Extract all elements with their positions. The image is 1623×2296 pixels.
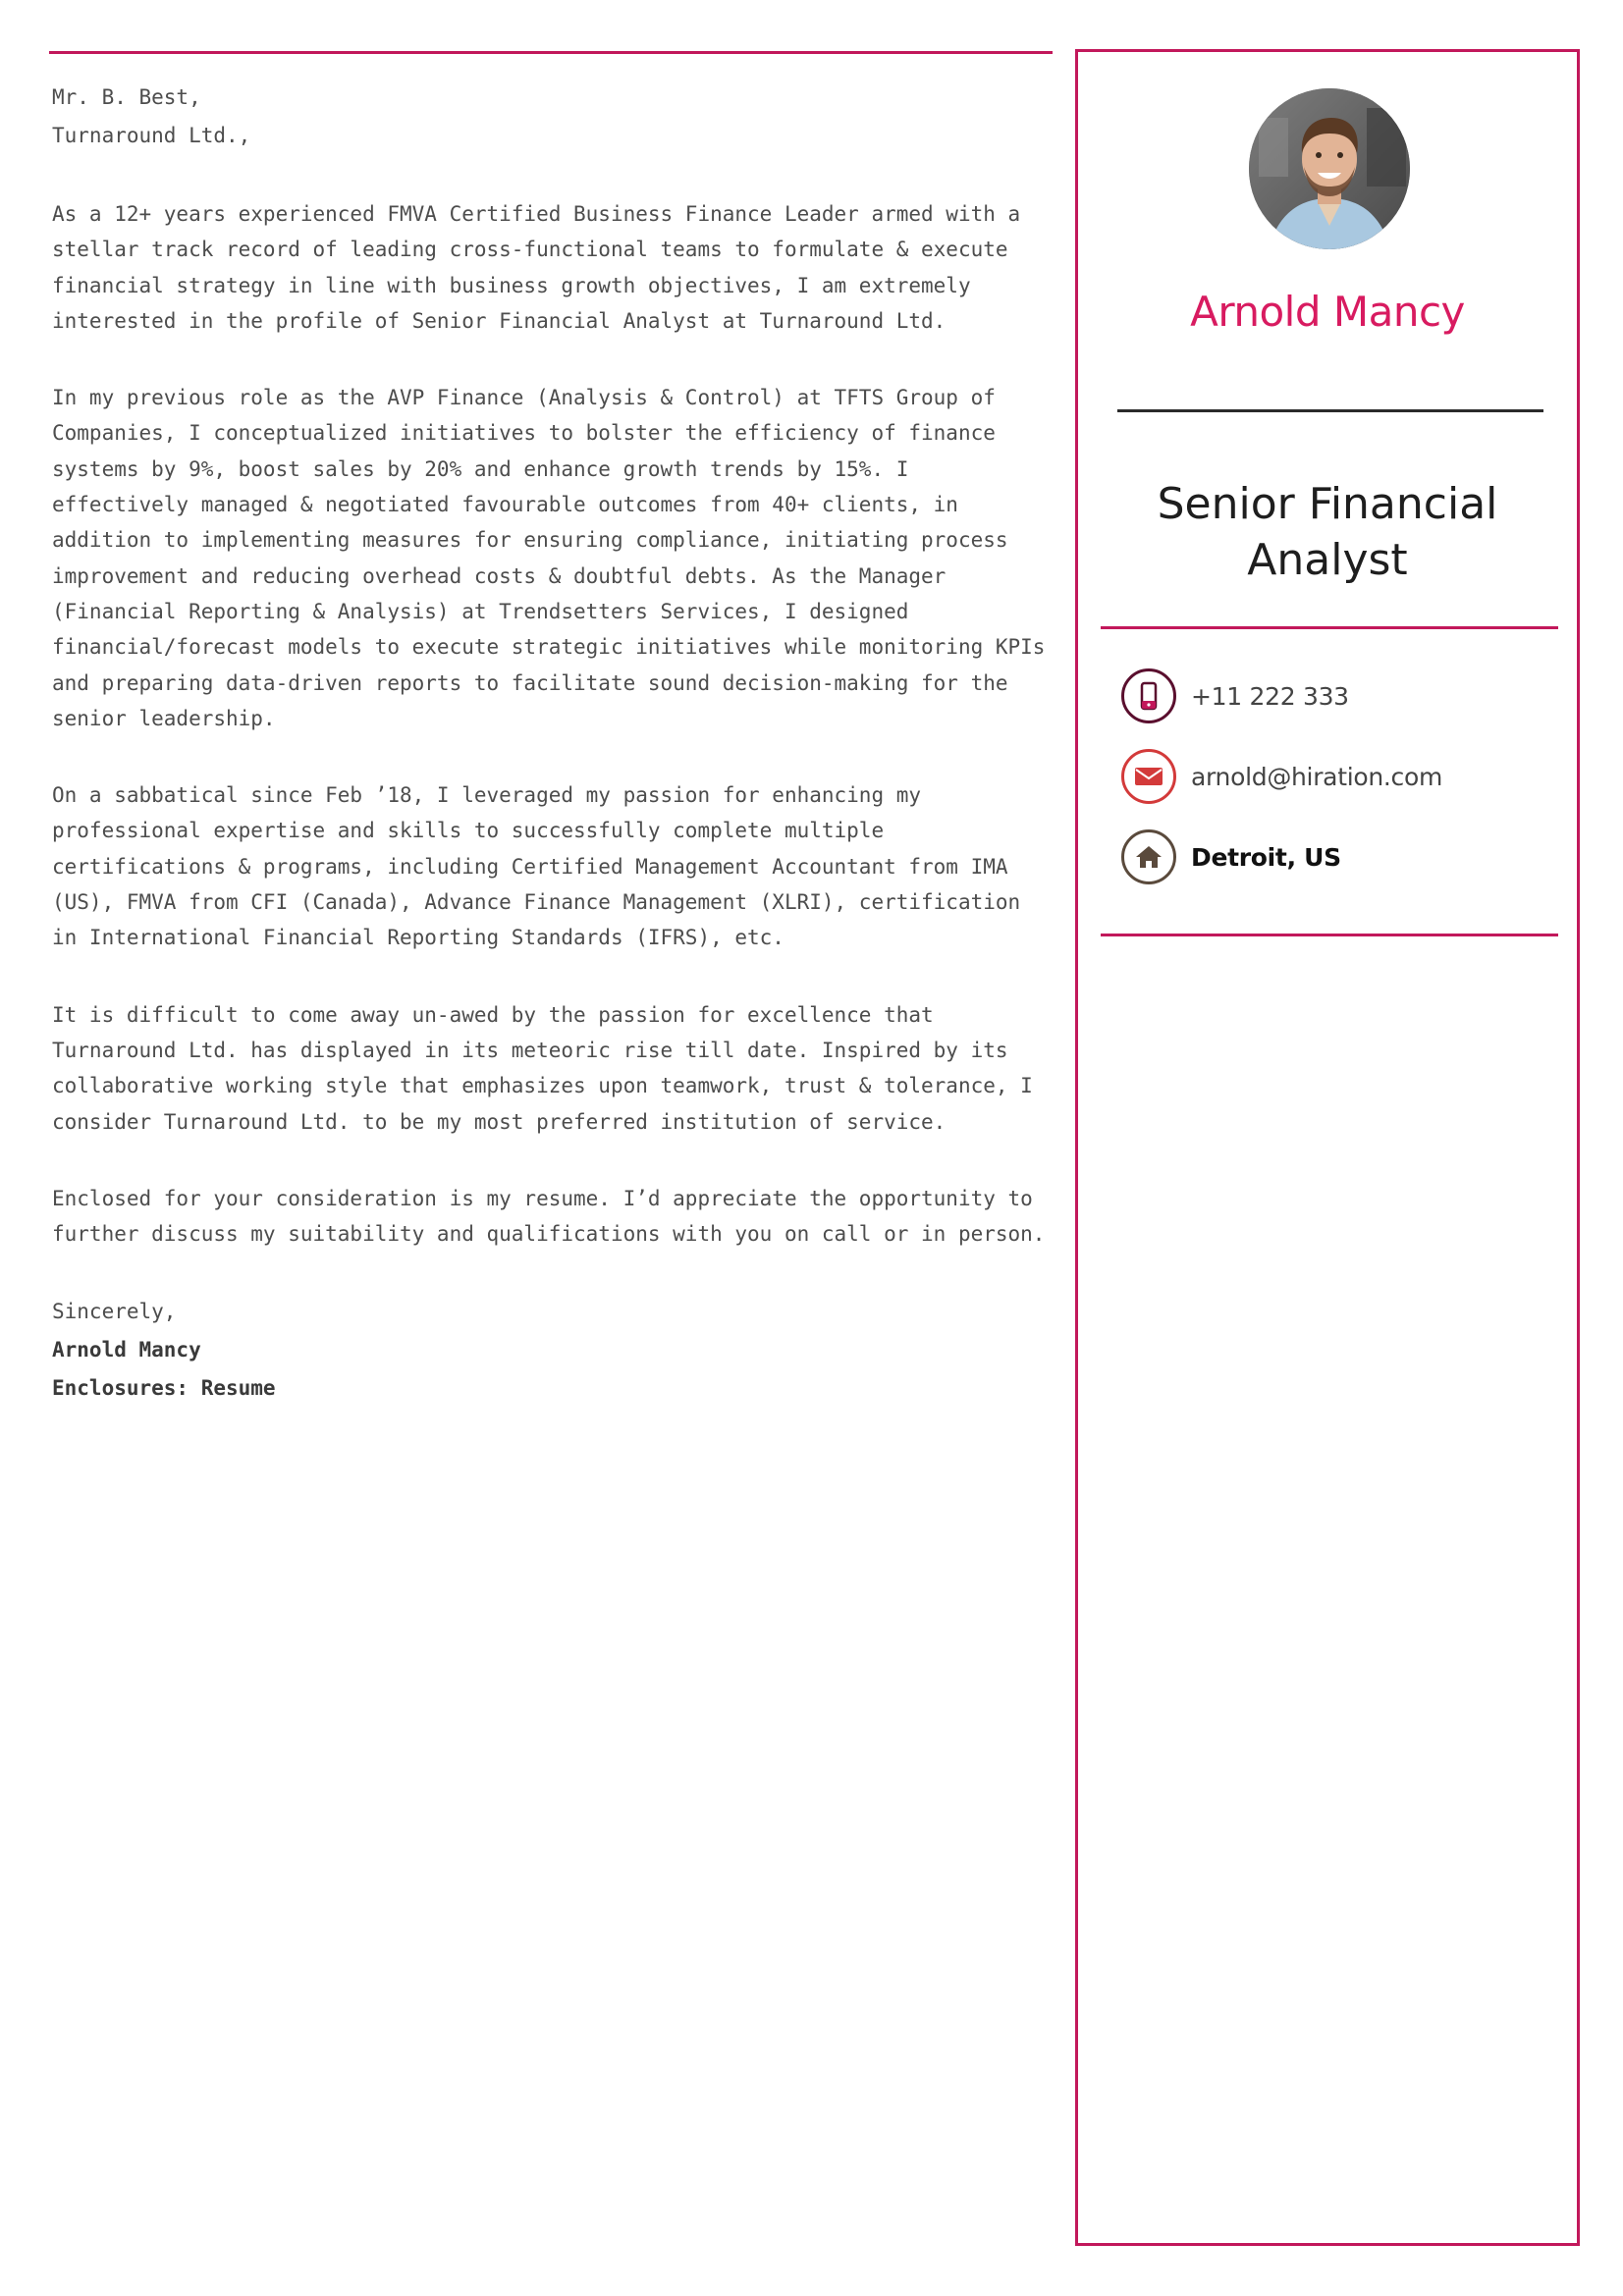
top-divider: [49, 51, 1053, 54]
name-divider: [1117, 409, 1543, 412]
letter-paragraph-closing: Enclosed for your consideration is my resume. I’d appreciate the opportunity to further discuss my suitability and qualifications with you on call or in person.: [52, 1186, 1046, 1247]
job-title-text: Senior Financial Analyst: [1157, 479, 1498, 585]
contact-divider-top: [1101, 626, 1558, 629]
profile-sidebar: [1075, 49, 1580, 2246]
contact-divider-bottom: [1101, 934, 1558, 936]
recipient-company: Turnaround Ltd.,: [52, 124, 251, 147]
avatar-portrait-icon: [1249, 88, 1410, 249]
enclosures-line: Enclosures: Resume: [52, 1376, 276, 1401]
avatar: [1249, 88, 1410, 249]
recipient-name: Mr. B. Best,: [52, 85, 201, 109]
closing-salutation: Sincerely,: [52, 1300, 177, 1324]
location-text: Detroit, US: [1191, 842, 1341, 872]
letter-paragraph-experience: In my previous role as the AVP Finance (Analysis & Control) at TFTS Group of Companies, I conceptualized initiatives to bolster the efficiency of finance systems by 9%, boost sales by 20% and enhance growth trends by 15%. I effectively managed & negotiated favourable outcomes from 40+ clients, in addition to implementing measures for ensuring compliance, initiating process improvement and reducing overhead costs & doubtful debts. As the Manager (Financial Reporting & Analysis) at Trendsetters Services, I designed financial/forecast models to execute strategic initiatives while monitoring KPIs and preparing data-driven reports to facilitate sound decision-making for the senior leadership.: [52, 386, 1046, 730]
home-icon: [1121, 829, 1176, 884]
mobile-phone-icon: [1121, 668, 1176, 723]
signature-name: Arnold Mancy: [52, 1338, 201, 1362]
contact-phone: [1121, 668, 1349, 723]
contact-email: [1121, 749, 1442, 804]
profile-name: Arnold Mancy: [1190, 288, 1465, 336]
letter-paragraph-company: It is difficult to come away un-awed by the passion for excellence that Turnaround Ltd. has displayed in its meteoric rise till date. Inspired by its collaborative working style that emphasizes upon teamwork, trust & tolerance, I consider Turnaround Ltd. to be my most preferred institution of service.: [52, 1002, 1033, 1134]
cover-letter-body: [52, 79, 1054, 1408]
phone-number[interactable]: +11 222 333: [1191, 681, 1349, 711]
contact-location: [1121, 829, 1341, 884]
envelope-icon: [1121, 749, 1176, 804]
letter-paragraph-intro: As a 12+ years experienced FMVA Certified Business Finance Leader armed with a stellar track record of leading cross-functional teams to formulate & execute financial strategy in line with business growth objectives, I am extremely interested in the profile of Senior Financial Analyst at Turnaround Ltd.: [52, 202, 1021, 333]
email-address[interactable]: arnold@hiration.com: [1191, 762, 1443, 791]
letter-paragraph-certifications: On a sabbatical since Feb ’18, I leveraged my passion for enhancing my professional expertise and skills to successfully complete multiple certifications & programs, including Certified Management Accountant from IMA (US), FMVA from CFI (Canada), Advance Finance Management (XLRI), certification in International Financial Reporting Standards (IFRS), etc.: [52, 783, 1021, 950]
job-title: [1078, 476, 1577, 588]
